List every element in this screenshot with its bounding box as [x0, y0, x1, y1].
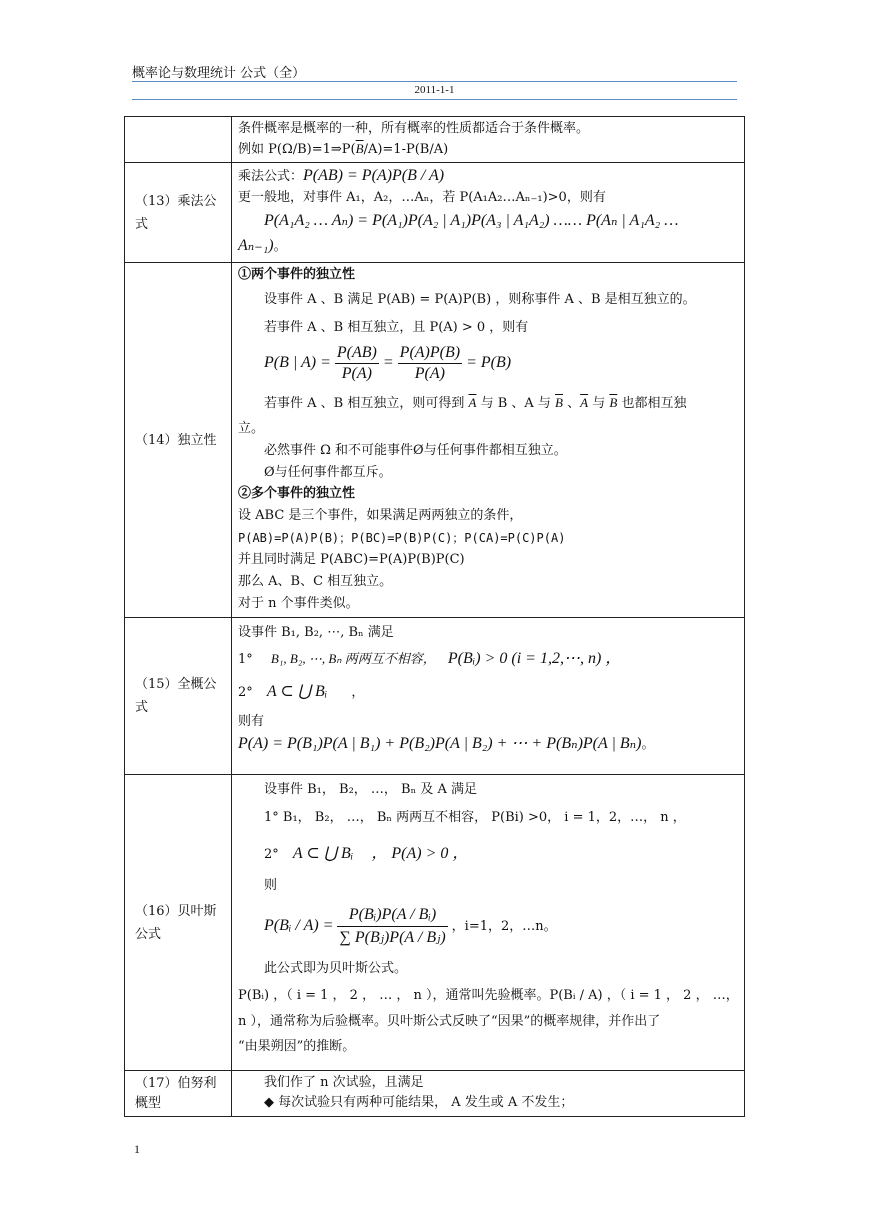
text-line: 那么 A、B、C 相互独立。: [238, 574, 393, 589]
table-row-independence: [125, 263, 745, 618]
header-rule-bottom: [132, 99, 737, 100]
text-line: 我们作了 n 次试验，且满足: [264, 1075, 424, 1090]
formula-line: 2° A ⊂ ⋃ Bᵢ ， P(A) > 0 ，: [264, 845, 469, 862]
row-content: [232, 117, 745, 163]
row-label: （17）伯努利概型: [125, 1071, 232, 1117]
formula-line: Aₙ₋₁)。: [238, 237, 287, 254]
text-line: 立。: [238, 421, 265, 436]
header-rule-top: [132, 81, 737, 82]
formula-line: P(A) = P(B₁)P(A | B₁) + P(B₂)P(A | B₂) + ⋯ + P(Bₙ)P(A | Bₙ)。: [238, 735, 655, 752]
text-line: 更一般地，对事件 A₁，A₂，…Aₙ，若 P(A₁A₂…Aₙ₋₁)>0，则有: [238, 190, 606, 205]
text-line: ◆ 每次试验只有两种可能结果， A 发生或 A 不发生；: [264, 1095, 574, 1110]
text-line: 条件概率是概率的一种，所有概率的性质都适合于条件概率。: [238, 121, 590, 136]
text-line: 1° B₁， B₂， …， Bₙ 两两互不相容， P(Bi) >0， i = 1，2，…， n ，: [264, 810, 686, 825]
section-heading: ②多个事件的独立性: [238, 486, 356, 501]
text-line: 必然事件 Ω 和不可能事件Ø与任何事件都相互独立。: [264, 443, 567, 458]
row-label-empty: [125, 117, 232, 163]
table-row-total-probability: [125, 618, 745, 775]
page-number: 1: [134, 1142, 140, 1156]
text-line: 设事件 B₁， B₂， …， Bₙ 及 A 满足: [264, 782, 478, 797]
text-line: 乘法公式：P(AB) = P(A)P(B / A): [238, 167, 445, 184]
text-line: 并且同时满足 P(ABC)=P(A)P(B)P(C): [238, 552, 465, 567]
text-line: 若事件 A 、B 相互独立，且 P(A) > 0 ，则有: [264, 320, 529, 335]
formula-table: [124, 116, 745, 1117]
row-content: [232, 775, 745, 1071]
text-line: n ），通常称为后验概率。贝叶斯公式反映了“因果”的概率规律，并作出了: [238, 1014, 661, 1029]
row-content: [232, 163, 745, 263]
text-line: 设事件 B₁, B₂, ⋯, Bₙ 满足: [238, 625, 394, 640]
text-line: 则: [264, 878, 278, 893]
text-line: P(Bᵢ) ，（ i = 1 ， 2 ， … ， n ），通常叫先验概率。P(Bᵢ / A) ，（ i = 1 ， 2 ， …，: [238, 988, 739, 1003]
text-line: P(AB)=P(A)P(B)；P(BC)=P(B)P(C)；P(CA)=P(C)P(A): [238, 531, 566, 545]
row-label: （13）乘法公式: [125, 163, 232, 263]
table-row-conditional-prob: [125, 117, 745, 163]
row-content: [232, 263, 745, 618]
row-content: [232, 618, 745, 775]
row-label: （14）独立性: [125, 263, 232, 618]
table-row-multiplication: [125, 163, 745, 263]
text-line: Ø与任何事件都互斥。: [264, 465, 392, 480]
text-line: “由果朔因”的推断。: [238, 1039, 356, 1054]
text-line: 此公式即为贝叶斯公式。: [264, 961, 408, 976]
table-row-bernoulli: [125, 1071, 745, 1117]
text-line: 设事件 A 、B 满足 P(AB) = P(A)P(B) ，则称事件 A 、B 是相互独立的。: [264, 292, 696, 307]
formula-line: P(B | A) = $\frac{P(AB)}{P(A)}$ = $\frac{P(A)P(B)}{P(A)}$ = P(B): [264, 344, 512, 382]
row-label: （16）贝叶斯公式: [125, 775, 232, 1071]
text-line: 1° B₁, B₂, ⋯, Bₙ 两两互不相容， P(Bᵢ) > 0 (i = 1,2,⋯, n) ，: [238, 650, 622, 667]
formula-line: P(A₁A₂ … Aₙ) = P(A₁)P(A₂ | A₁)P(A₃ | A₁A₂) …… P(Aₙ | A₁A₂ …: [264, 212, 679, 229]
row-label: （15）全概公式: [125, 618, 232, 775]
row-content: [232, 1071, 745, 1117]
header-title: 概率论与数理统计 公式（全）: [132, 66, 306, 81]
text-line: 对于 n 个事件类似。: [238, 596, 359, 611]
formula-line: P(Bᵢ / A) = $\frac{\text{P(Bᵢ)P(A / Bᵢ)}}{\text{∑ P(Bⱼ)P(A / Bⱼ)}}$ ，i=1，2，…n。: [264, 906, 557, 946]
table-row-bayes: [125, 775, 745, 1071]
header-date: 2011-1-1: [414, 84, 455, 96]
text-line: 则有: [238, 714, 265, 729]
text-line: 若事件 A 、B 相互独立，则可得到 $\overline{A}$ 与 B 、A 与 $\overline{B}$ 、$\overline{A}$ 与 $\overline{B}$ 也都相互独: [264, 395, 687, 411]
text-line: 例如 $P(\Omega/B)=1\Rightarrow P(\overline{B}/A)=1-P(B/A)$: [238, 141, 449, 157]
section-heading: ①两个事件的独立性: [238, 267, 356, 282]
text-line: 设 ABC 是三个事件，如果满足两两独立的条件，: [238, 508, 523, 523]
formula-line: 2° A ⊂ ⋃ Bᵢ ，: [238, 683, 365, 700]
